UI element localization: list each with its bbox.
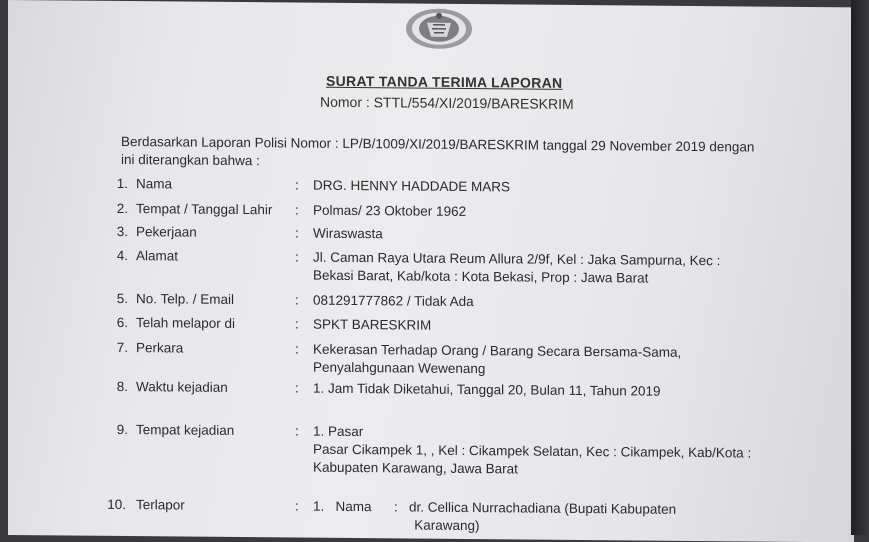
field-value-line: Penyalahgunaan Wewenang [313, 359, 486, 377]
field-value [313, 177, 783, 199]
field-value-line: Jl. Caman Raya Utara Reum Allura 2/9f, Kel : Jaka Sampurna, Kec : [313, 249, 721, 269]
field-colon: : [295, 316, 299, 332]
field-label: Telah melapor di [136, 315, 236, 331]
field-number: 1. [116, 175, 128, 192]
document-paper [8, 0, 854, 542]
field-value-line: 081291777862 / Tidak Ada [313, 292, 474, 310]
field-number: 10. [107, 496, 126, 513]
field-value-line: DRG. HENNY HADDADE MARS [313, 177, 511, 195]
field-value-line: Karawang) [313, 516, 480, 534]
field-label: Terlapor [136, 497, 185, 513]
field-value-line: Kabupaten Karawang, Jawa Barat [313, 459, 518, 477]
field-colon: : [295, 202, 299, 218]
field-row [8, 420, 854, 477]
field-number: 9. [116, 421, 128, 438]
field-label: Pekerjaan [136, 224, 197, 240]
field-number: 6. [116, 314, 128, 331]
field-value-line: Kekerasan Terhadap Orang / Barang Secara Bersama-Sama, [313, 341, 682, 360]
field-label: Nama [136, 176, 173, 192]
field-row [8, 313, 854, 333]
police-emblem-icon [403, 6, 475, 51]
field-label: No. Telp. / Email [136, 291, 235, 307]
field-value [313, 292, 783, 314]
field-label: Perkara [136, 340, 184, 356]
document-number: Nomor : STTL/554/XI/2019/BARESKRIM [320, 93, 574, 112]
field-label: Tempat kejadian [136, 422, 235, 438]
field-value [313, 249, 783, 289]
field-colon: : [295, 423, 299, 439]
field-row [8, 495, 854, 534]
field-colon: : [295, 292, 299, 308]
field-colon: : [295, 380, 299, 396]
field-value [313, 316, 783, 338]
field-value-line: Bekasi Barat, Kab/kota : Kota Bekasi, Prop : Jawa Barat [313, 267, 649, 286]
field-colon: : [295, 177, 299, 193]
intro-line: ini diterangkan bahwa : [121, 151, 260, 169]
field-value [313, 341, 783, 381]
field-value-line: 1. Pasar [313, 423, 364, 440]
field-label: Tempat / Tanggal Lahir [136, 201, 273, 218]
field-value-line: Pasar Cikampek 1, , Kel : Cikampek Selatan, Kec : Cikampek, Kab/Kota : [313, 441, 752, 461]
field-row [8, 174, 854, 195]
field-value [313, 225, 783, 247]
field-number: 3. [116, 223, 128, 240]
field-row [8, 289, 854, 310]
field-colon: : [295, 225, 299, 241]
field-value-line: Polmas/ 23 Oktober 1962 [313, 202, 467, 219]
field-value-line: 1. Nama : dr. Cellica Nurrachadiana (Bupati Kabupaten [313, 498, 677, 517]
intro-paragraph [121, 133, 761, 175]
field-value-line: 1. Jam Tidak Diketahui, Tanggal 20, Bulan 11, Tahun 2019 [313, 380, 661, 399]
field-value-line: Wiraswasta [313, 225, 383, 242]
field-number: 5. [116, 290, 128, 307]
field-number: 8. [116, 378, 128, 395]
field-value-line: SPKT BARESKRIM [313, 316, 432, 333]
field-label: Alamat [136, 248, 179, 264]
intro-line: Berdasarkan Laporan Polisi Nomor : LP/B/1009/XI/2019/BARESKRIM tanggal 29 November 2019 dengan [121, 133, 755, 155]
field-colon: : [295, 341, 299, 357]
field-row [8, 338, 854, 377]
field-value [313, 498, 783, 538]
field-colon: : [295, 249, 299, 265]
field-value [313, 423, 783, 481]
field-row [8, 199, 854, 219]
field-colon: : [295, 498, 299, 514]
field-number: 7. [116, 339, 128, 356]
document-title: SURAT TANDA TERIMA LAPORAN [326, 72, 563, 91]
photo-background-edge [851, 0, 869, 535]
field-value [313, 202, 783, 224]
field-value [313, 380, 783, 402]
field-row [8, 246, 854, 286]
field-number: 4. [116, 247, 128, 264]
field-label: Waktu kejadian [136, 379, 228, 395]
field-number: 2. [116, 200, 128, 217]
